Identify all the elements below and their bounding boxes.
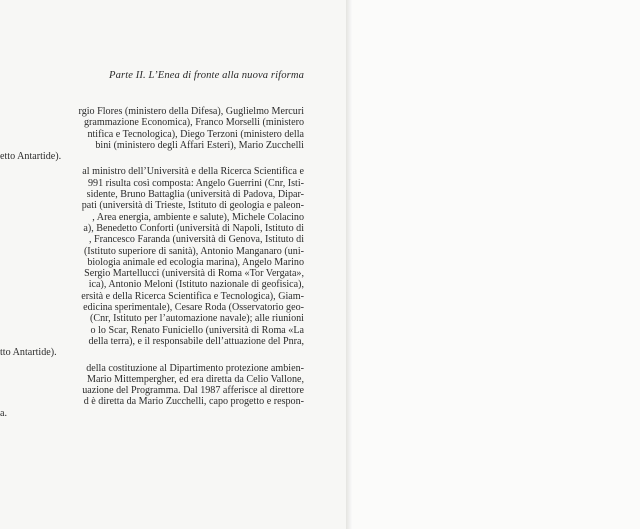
text-line: (Istituto superiore di sanità), Antonio Manganaro (uni-	[83, 245, 304, 257]
text-line: d è diretta da Mario Zucchelli, capo progetto e respon-	[83, 396, 304, 408]
text-line: uazione del Programma. Dal 1987 afferisce al direttore	[82, 385, 304, 397]
text-line: , Area energia, ambiente e salute), Michele Colacino	[92, 211, 304, 223]
text-line: Sergio Martellucci (università di Roma «Tor Vergata»,	[84, 268, 304, 280]
text-line: etto Antartide).	[0, 151, 62, 163]
text-line: biologia animale ed ecologia marina), Angelo Marino	[87, 256, 304, 268]
text-line: edicina sperimentale), Cesare Roda (Osservatorio geo-	[83, 302, 304, 314]
text-line: tto Antartide).	[0, 347, 57, 359]
text-line: Mario Mittempergher, ed era diretta da Celio Vallone,	[86, 373, 304, 385]
text-line: grammazione Economica), Franco Morselli (ministero	[83, 117, 304, 129]
right-page-blank	[352, 0, 640, 529]
text-line: 991 risulta così composta: Angelo Guerrini (Cnr, Isti-	[87, 177, 304, 189]
text-line: ica), Antonio Meloni (Istituto nazionale di geofisica),	[88, 279, 304, 291]
running-head: Parte II. L’Enea di fronte alla nuova riforma	[109, 70, 304, 81]
text-line: , Francesco Faranda (università di Genova, Istituto di	[89, 234, 304, 246]
text-line: della terra), e il responsabile dell’attuazione del Pnra,	[88, 335, 304, 347]
text-line: o lo Scar, Renato Funiciello (università di Roma «La	[90, 324, 304, 336]
text-line: a.	[0, 407, 8, 419]
text-line: sidente, Bruno Battaglia (università di Padova, Dipar-	[86, 189, 304, 201]
text-line: ersità e della Ricerca Scientifica e Tecnologica), Giam-	[81, 290, 304, 302]
text-line: pati (università di Trieste, Istituto di geologia e paleon-	[81, 200, 304, 212]
text-line: della costituzione al Dipartimento protezione ambien-	[86, 362, 304, 374]
text-line: al ministro dell’Università e della Ricerca Scientifica e	[82, 166, 304, 178]
text-line: a), Benedetto Conforti (università di Napoli, Istituto di	[83, 222, 304, 234]
text-line: (Cnr, Istituto per l’automazione navale); alle riunioni	[89, 313, 304, 325]
footnote-text	[0, 106, 304, 419]
text-line: ntifica e Tecnologica), Diego Terzoni (ministero della	[87, 128, 304, 140]
text-line: rgio Flores (ministero della Difesa), Guglielmo Mercuri	[78, 106, 304, 117]
text-line: bini (ministero degli Affari Esteri), Mario Zucchelli	[95, 139, 304, 151]
